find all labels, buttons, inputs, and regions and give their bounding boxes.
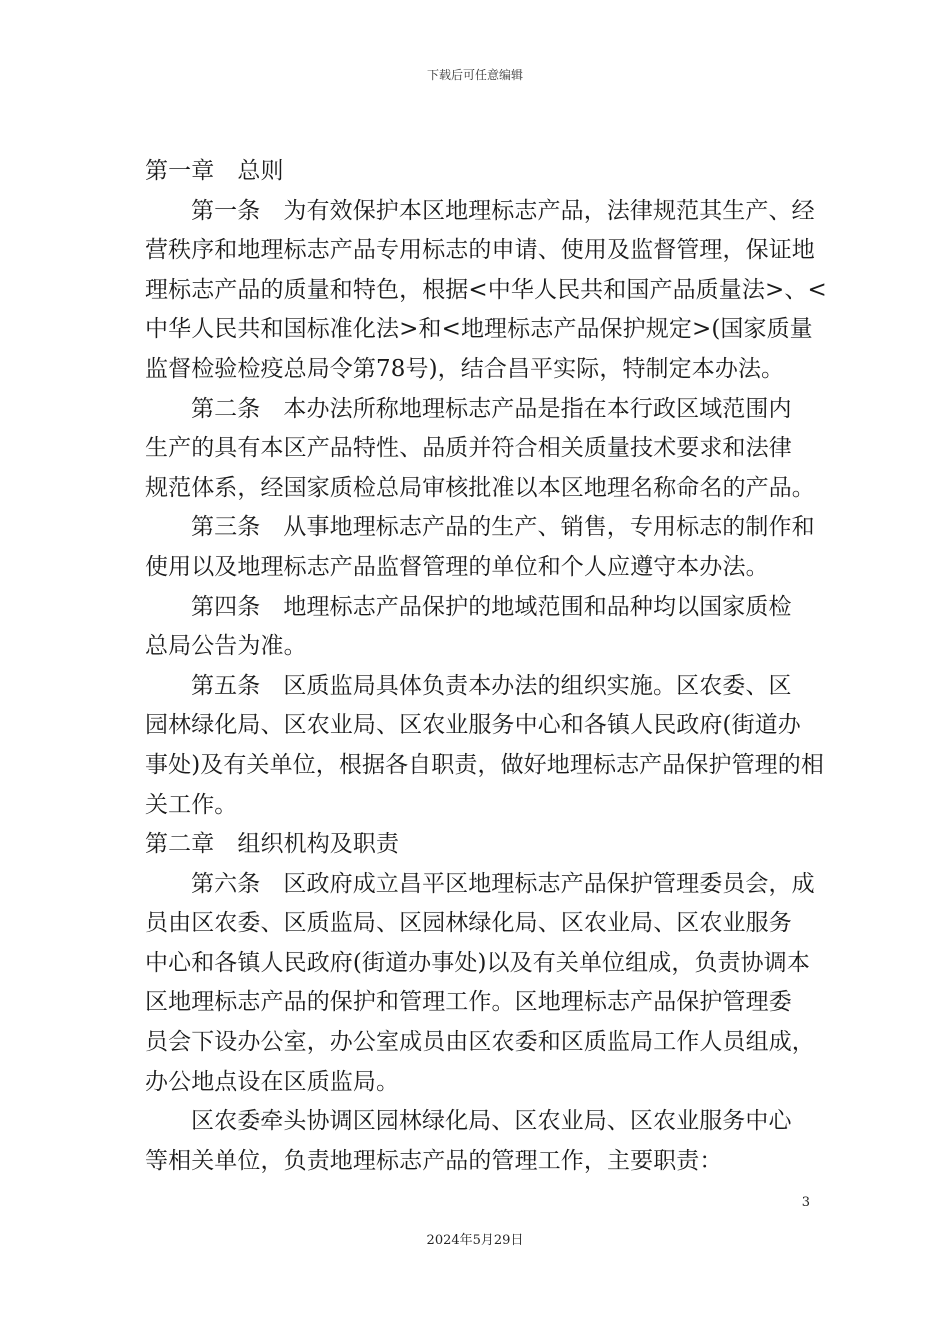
- text-line: 第六条 区政府成立昌平区地理标志产品保护管理委员会，成: [191, 870, 815, 897]
- text-line: 关工作。: [145, 791, 238, 818]
- page-footer-date: 2024年5月29日: [426, 1233, 524, 1248]
- text-line: 第四条 地理标志产品保护的地域范围和品种均以国家质检: [191, 593, 792, 620]
- text-line: 生产的具有本区产品特性、品质并符合相关质量技术要求和法律: [145, 435, 792, 462]
- text-line: 区农委牵头协调区园林绿化局、区农业局、区农业服务中心: [191, 1108, 792, 1135]
- text-line: 办公地点设在区质监局。: [145, 1068, 400, 1095]
- text-line: 监督检验检疫总局令第78号)，结合昌平实际，特制定本办法。: [145, 355, 785, 382]
- text-line: 等相关单位，负责地理标志产品的管理工作，主要职责：: [145, 1147, 723, 1174]
- text-line: 营秩序和地理标志产品专用标志的申请、使用及监督管理，保证地: [145, 237, 815, 264]
- text-line: 员由区农委、区质监局、区园林绿化局、区农业局、区农业服务: [145, 910, 792, 937]
- text-line: 总局公告为准。: [145, 633, 307, 660]
- text-line: 第二条 本办法所称地理标志产品是指在本行政区域范围内: [191, 395, 792, 422]
- text-line: 中华人民共和国标准化法>和<地理标志产品保护规定>(国家质量: [145, 316, 813, 343]
- text-line: 园林绿化局、区农业局、区农业服务中心和各镇人民政府(街道办: [145, 712, 801, 739]
- page-number: 3: [801, 1195, 810, 1210]
- text-line: 第一章 总则: [145, 158, 284, 184]
- text-line: 规范体系，经国家质检总局审核批准以本区地理名称命名的产品。: [145, 474, 815, 501]
- text-line: 区地理标志产品的保护和管理工作。区地理标志产品保护管理委: [145, 989, 792, 1016]
- text-line: 第二章 组织机构及职责: [145, 831, 400, 858]
- text-line: 第三条 从事地理标志产品的生产、销售，专用标志的制作和: [191, 514, 815, 541]
- text-line: 使用以及地理标志产品监督管理的单位和个人应遵守本办法。: [145, 553, 769, 580]
- text-line: 中心和各镇人民政府(街道办事处)以及有关单位组成，负责协调本: [145, 949, 810, 976]
- text-line: 理标志产品的质量和特色，根据<中华人民共和国产品质量法>、<: [145, 276, 827, 303]
- text-line: 第五条 区质监局具体负责本办法的组织实施。区农委、区: [191, 672, 792, 699]
- text-line: 事处)及有关单位，根据各自职责，做好地理标志产品保护管理的相: [145, 751, 824, 778]
- text-line: 第一条 为有效保护本区地理标志产品，法律规范其生产、经: [191, 197, 815, 224]
- document-body: [145, 152, 827, 1181]
- page-header: 下载后可任意编辑: [426, 68, 523, 82]
- text-line: 员会下设办公室，办公室成员由区农委和区质监局工作人员组成，: [145, 1029, 815, 1056]
